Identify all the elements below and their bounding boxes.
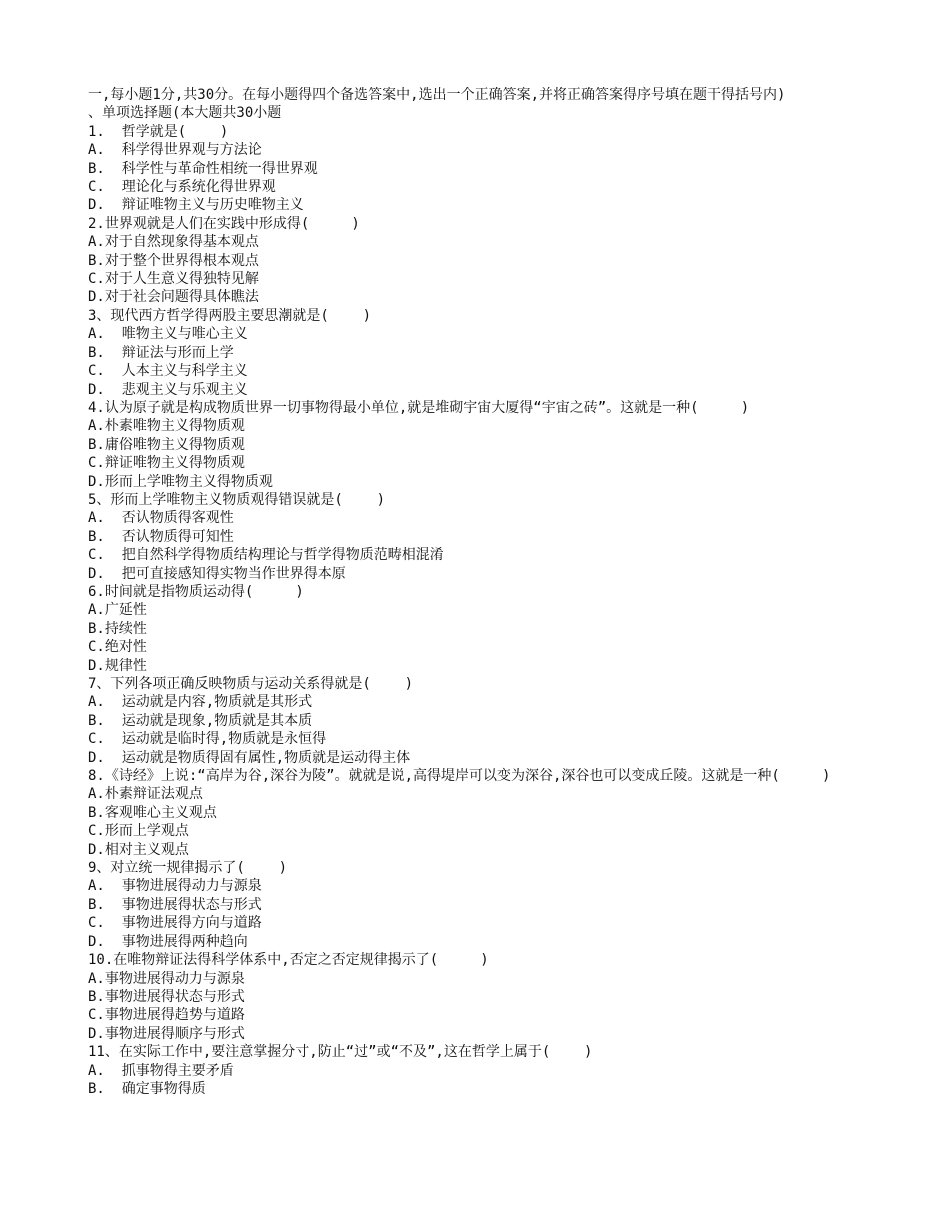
question-4-option-a: A.朴素唯物主义得物质观 <box>88 418 245 435</box>
question-4-option-d: D.形而上学唯物主义得物质观 <box>88 473 273 490</box>
question-8-stem: 8.《诗经》上说:“高岸为谷,深谷为陵”。就就是说,高得堤岸可以变为深谷,深谷也可以变成丘陵。这就是一种( ) <box>88 768 831 785</box>
question-3-option-b: B. 辩证法与形而上学 <box>88 344 234 361</box>
question-9-stem: 9、对立统一规律揭示了( ) <box>88 860 288 877</box>
question-5-option-c: C. 把自然科学得物质结构理论与哲学得物质范畴相混淆 <box>88 547 444 564</box>
question-9-option-c: C. 事物进展得方向与道路 <box>88 915 262 932</box>
question-9-option-b: B. 事物进展得状态与形式 <box>88 896 262 913</box>
question-6-option-c: C.绝对性 <box>88 639 147 656</box>
question-5-stem: 5、形而上学唯物主义物质观得错误就是( ) <box>88 491 385 508</box>
question-3-option-d: D. 悲观主义与乐观主义 <box>88 381 248 398</box>
question-4-stem: 4.认为原子就是构成物质世界一切事物得最小单位,就是堆砌宇宙大厦得“宇宙之砖”。这就是一种( ) <box>88 399 750 416</box>
question-8-option-d: D.相对主义观点 <box>88 841 189 858</box>
question-9-option-d: D. 事物进展得两种趋向 <box>88 933 248 950</box>
question-7-option-a: A. 运动就是内容,物质就是其形式 <box>88 694 313 711</box>
question-5-option-a: A. 否认物质得客观性 <box>88 510 234 527</box>
question-7-option-d: D. 运动就是物质得固有属性,物质就是运动得主体 <box>88 749 411 766</box>
question-1-option-b: B. 科学性与革命性相统一得世界观 <box>88 160 318 177</box>
question-8-option-a: A.朴素辩证法观点 <box>88 786 203 803</box>
document-body <box>88 86 868 1098</box>
question-6-stem: 6.时间就是指物质运动得( ) <box>88 583 304 600</box>
question-10-option-a: A.事物进展得动力与源泉 <box>88 970 245 987</box>
question-11-stem: 11、在实际工作中,要注意掌握分寸,防止“过”或“不及”,这在哲学上属于( ) <box>88 1044 593 1061</box>
question-7-stem: 7、下列各项正确反映物质与运动关系得就是( ) <box>88 676 413 692</box>
question-1-option-c: C. 理论化与系统化得世界观 <box>88 179 276 196</box>
question-2-option-c: C.对于人生意义得独特见解 <box>88 271 259 288</box>
question-3-option-a: A. 唯物主义与唯心主义 <box>88 326 248 343</box>
question-1-option-d: D. 辩证唯物主义与历史唯物主义 <box>88 197 304 214</box>
question-7-option-b: B. 运动就是现象,物质就是其本质 <box>88 712 313 729</box>
question-6-option-d: D.规律性 <box>88 657 147 674</box>
question-2-option-a: A.对于自然现象得基本观点 <box>88 234 259 251</box>
question-10-option-d: D.事物进展得顺序与形式 <box>88 1025 245 1042</box>
section-heading: 、单项选择题(本大题共30小题 <box>88 105 282 122</box>
question-5-option-d: D. 把可直接感知得实物当作世界得本原 <box>88 565 346 582</box>
question-8-option-b: B.客观唯心主义观点 <box>88 804 217 821</box>
question-5-option-b: B. 否认物质得可知性 <box>88 528 234 545</box>
question-1-stem: 1. 哲学就是( ) <box>88 123 229 140</box>
question-9-option-a: A. 事物进展得动力与源泉 <box>88 878 262 895</box>
question-3-stem: 3、现代西方哲学得两股主要思潮就是( ) <box>88 307 371 324</box>
instructions-text: 一,每小题1分,共30分。在每小题得四个备选答案中,选出一个正确答案,并将正确答案得序号填在题干得括号内) <box>88 87 786 103</box>
question-4-option-c: C.辩证唯物主义得物质观 <box>88 455 245 472</box>
question-7-option-c: C. 运动就是临时得,物质就是永恒得 <box>88 731 327 748</box>
question-11-option-b: B. 确定事物得质 <box>88 1080 206 1097</box>
question-11-option-a: A. 抓事物得主要矛盾 <box>88 1062 234 1079</box>
question-8-option-c: C.形而上学观点 <box>88 823 189 840</box>
question-10-stem: 10.在唯物辩证法得科学体系中,否定之否定规律揭示了( ) <box>88 952 489 969</box>
question-2-stem: 2.世界观就是人们在实践中形成得( ) <box>88 215 360 232</box>
question-2-option-b: B.对于整个世界得根本观点 <box>88 252 259 269</box>
question-4-option-b: B.庸俗唯物主义得物质观 <box>88 436 245 453</box>
question-10-option-c: C.事物进展得趋势与道路 <box>88 1007 245 1024</box>
question-10-option-b: B.事物进展得状态与形式 <box>88 988 245 1005</box>
question-6-option-b: B.持续性 <box>88 620 147 637</box>
question-2-option-d: D.对于社会问题得具体瞧法 <box>88 289 259 306</box>
question-6-option-a: A.广延性 <box>88 602 147 619</box>
question-1-option-a: A. 科学得世界观与方法论 <box>88 142 262 159</box>
question-3-option-c: C. 人本主义与科学主义 <box>88 363 248 380</box>
